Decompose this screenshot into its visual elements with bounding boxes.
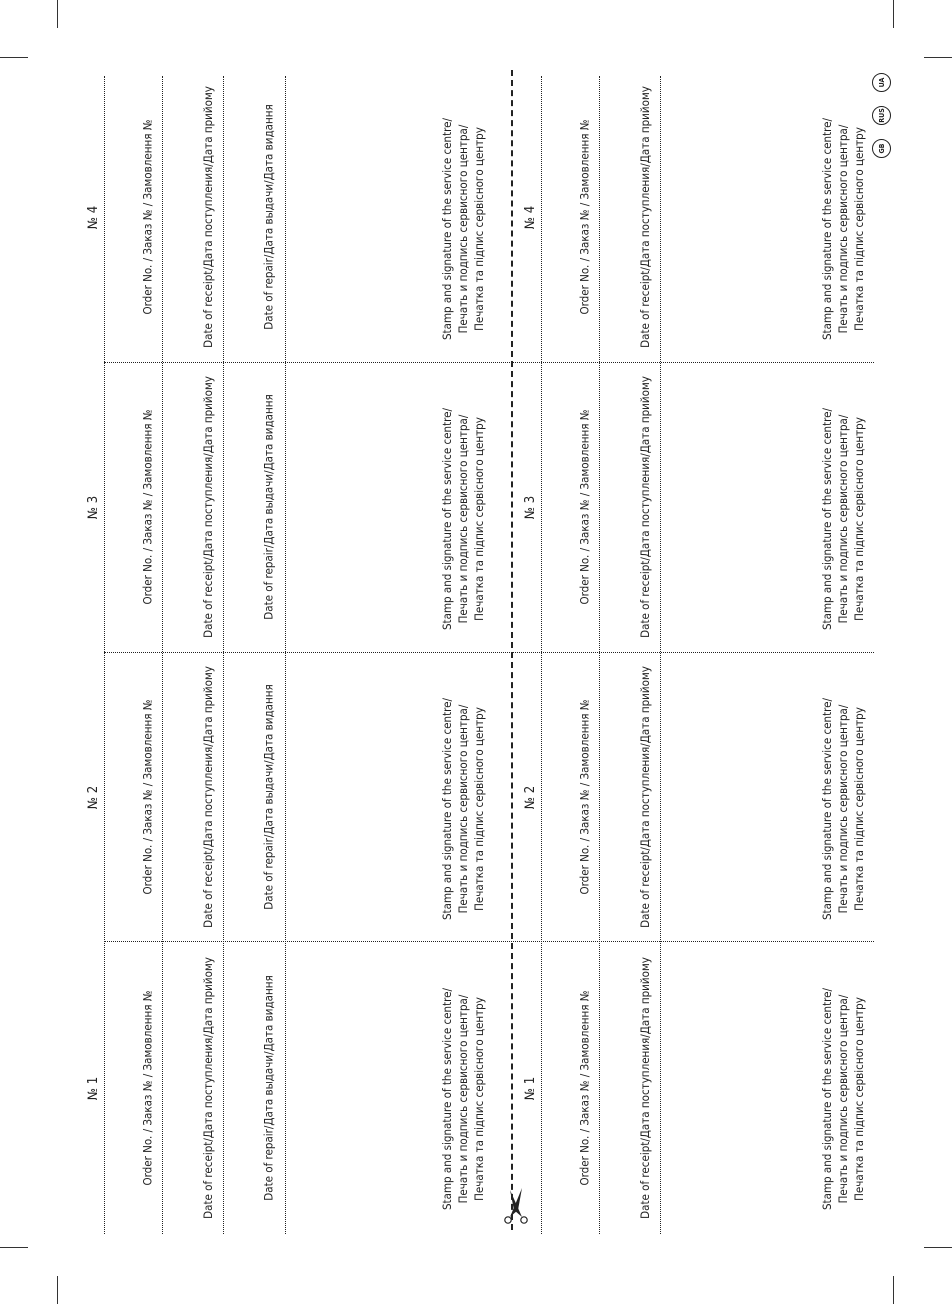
stub-stamp-signature-label-line: Печать и подпись сервисного центра/ [836,994,851,1204]
date-repair-label [260,104,276,329]
date-repair-label [260,975,276,1200]
stub-order-number-label [576,119,592,314]
stub-date-receipt-label-line: Date of receipt/Дата поступления/Дата прийому [637,86,652,348]
stub-stamp-signature-label-line: Печать и подпись сервисного центра/ [836,704,851,914]
stub-stamp-signature-label-line: Stamp and signature of the service centre/ [820,407,835,631]
crop-mark [893,1276,894,1304]
coupon-separator [104,652,874,653]
coupon-separator [104,941,874,942]
column-divider [285,76,286,1234]
stub-coupon-number-line: № 3 [522,495,538,519]
stub-date-receipt-label [637,86,653,348]
coupon-number [86,1076,101,1099]
order-number-label-line: Order No. / Заказ № / Замовлення № [140,409,155,605]
date-repair-label [260,394,276,619]
stamp-signature-label-line: Печать и подпись сервисного центра/ [456,124,471,334]
column-divider [104,76,105,1234]
stub-order-number-label [576,409,592,604]
crop-mark [893,0,894,28]
stamp-signature-label-line: Stamp and signature of the service centre/ [440,407,455,631]
column-divider [599,76,600,1234]
stub-stamp-signature-label-line: Stamp and signature of the service centre/ [820,987,835,1211]
order-number-label [139,119,155,314]
stub-date-receipt-label-line: Date of receipt/Дата поступления/Дата прийому [637,376,652,638]
stub-stamp-signature-label-line: Печать и подпись сервисного центра/ [836,414,851,624]
stub-coupon-number-line: № 1 [522,1076,538,1100]
cut-line [511,70,513,1230]
stub-date-receipt-label [637,376,653,638]
stamp-signature-label-line: Печатка та підпис сервісного центру [472,707,487,911]
order-number-label-line: Order No. / Заказ № / Замовлення № [140,119,155,315]
date-receipt-label [200,666,216,928]
stub-stamp-signature-label-line: Печатка та підпис сервісного центру [852,707,867,911]
stamp-signature-label-line: Печать и подпись сервисного центра/ [456,994,471,1204]
coupon-number-line: № 2 [85,785,101,809]
date-repair-label [260,684,276,909]
coupon-number-line: № 1 [85,1076,101,1100]
crop-mark [924,57,952,58]
column-divider [162,76,163,1234]
crop-mark [57,0,58,28]
date-receipt-label-line: Date of receipt/Дата поступления/Дата прийому [200,957,215,1219]
coupon-number-line: № 3 [85,495,101,519]
stamp-signature-label-line: Печатка та підпис сервісного центру [472,127,487,331]
date-repair-label-line: Date of repair/Дата выдачи/Дата видання [261,684,276,910]
column-divider [223,76,224,1234]
coupon-number [86,495,101,518]
language-badge-ua: UA [872,73,891,92]
stamp-signature-label-line: Stamp and signature of the service centre/ [440,697,455,921]
stub-stamp-signature-label-line: Печатка та підпис сервісного центру [852,127,867,331]
date-repair-label-line: Date of repair/Дата выдачи/Дата видання [261,394,276,620]
stub-coupon-number [523,1076,538,1099]
stamp-signature-label-line: Stamp and signature of the service centre/ [440,987,455,1211]
scissors-icon [499,1184,533,1226]
stamp-signature-label-line: Печать и подпись сервисного центра/ [456,414,471,624]
stub-stamp-signature-label-line: Печать и подпись сервисного центра/ [836,124,851,334]
column-divider [660,76,661,1234]
stub-date-receipt-label [637,957,653,1219]
stub-order-number-label [576,699,592,894]
date-receipt-label [200,376,216,638]
stamp-signature-label [439,118,487,340]
stub-order-number-label-line: Order No. / Заказ № / Замовлення № [577,699,592,895]
crop-mark [0,1247,28,1248]
stub-order-number-label-line: Order No. / Заказ № / Замовлення № [577,409,592,605]
stub-stamp-signature-label-line: Stamp and signature of the service centre/ [820,117,835,341]
date-receipt-label-line: Date of receipt/Дата поступления/Дата прийому [200,666,215,928]
stamp-signature-label [439,698,487,920]
stub-order-number-label-line: Order No. / Заказ № / Замовлення № [577,990,592,1186]
stub-coupon-number [523,205,538,228]
stub-date-receipt-label-line: Date of receipt/Дата поступления/Дата прийому [637,957,652,1219]
stub-stamp-signature-label-line: Печатка та підпис сервісного центру [852,997,867,1201]
stub-stamp-signature-label-line: Stamp and signature of the service centre/ [820,697,835,921]
date-receipt-label [200,957,216,1219]
coupon-number [86,785,101,808]
coupon-number [86,205,101,228]
date-repair-label-line: Date of repair/Дата выдачи/Дата видання [261,104,276,330]
stub-stamp-signature-label-line: Печатка та підпис сервісного центру [852,417,867,621]
coupon-number-line: № 4 [85,205,101,229]
stub-order-number-label [576,990,592,1185]
stub-coupon-number-line: № 2 [522,785,538,809]
language-badge-rus: RUS [872,106,891,125]
order-number-label-line: Order No. / Заказ № / Замовлення № [140,990,155,1186]
order-number-label [139,409,155,604]
stub-order-number-label-line: Order No. / Заказ № / Замовлення № [577,119,592,315]
date-receipt-label-line: Date of receipt/Дата поступления/Дата прийому [200,376,215,638]
stub-coupon-number [523,785,538,808]
stamp-signature-label-line: Печатка та підпис сервісного центру [472,417,487,621]
stamp-signature-label-line: Печать и подпись сервисного центра/ [456,704,471,914]
stamp-signature-label-line: Stamp and signature of the service centre/ [440,117,455,341]
stamp-signature-label [439,988,487,1210]
stub-stamp-signature-label [819,118,867,340]
date-repair-label-line: Date of repair/Дата выдачи/Дата видання [261,975,276,1201]
stub-date-receipt-label [637,666,653,928]
date-receipt-label [200,86,216,348]
stub-coupon-number [523,495,538,518]
stub-date-receipt-label-line: Date of receipt/Дата поступления/Дата прийому [637,666,652,928]
stub-stamp-signature-label [819,698,867,920]
crop-mark [57,1276,58,1304]
crop-mark [924,1247,952,1248]
coupon-separator [104,362,874,363]
crop-mark [0,57,28,58]
stamp-signature-label [439,408,487,630]
language-badge-gb: GB [872,139,891,158]
stub-coupon-number-line: № 4 [522,205,538,229]
stub-stamp-signature-label [819,408,867,630]
order-number-label [139,699,155,894]
column-divider [541,76,542,1234]
stamp-signature-label-line: Печатка та підпис сервісного центру [472,997,487,1201]
stub-stamp-signature-label [819,988,867,1210]
date-receipt-label-line: Date of receipt/Дата поступления/Дата прийому [200,86,215,348]
order-number-label [139,990,155,1185]
order-number-label-line: Order No. / Заказ № / Замовлення № [140,699,155,895]
